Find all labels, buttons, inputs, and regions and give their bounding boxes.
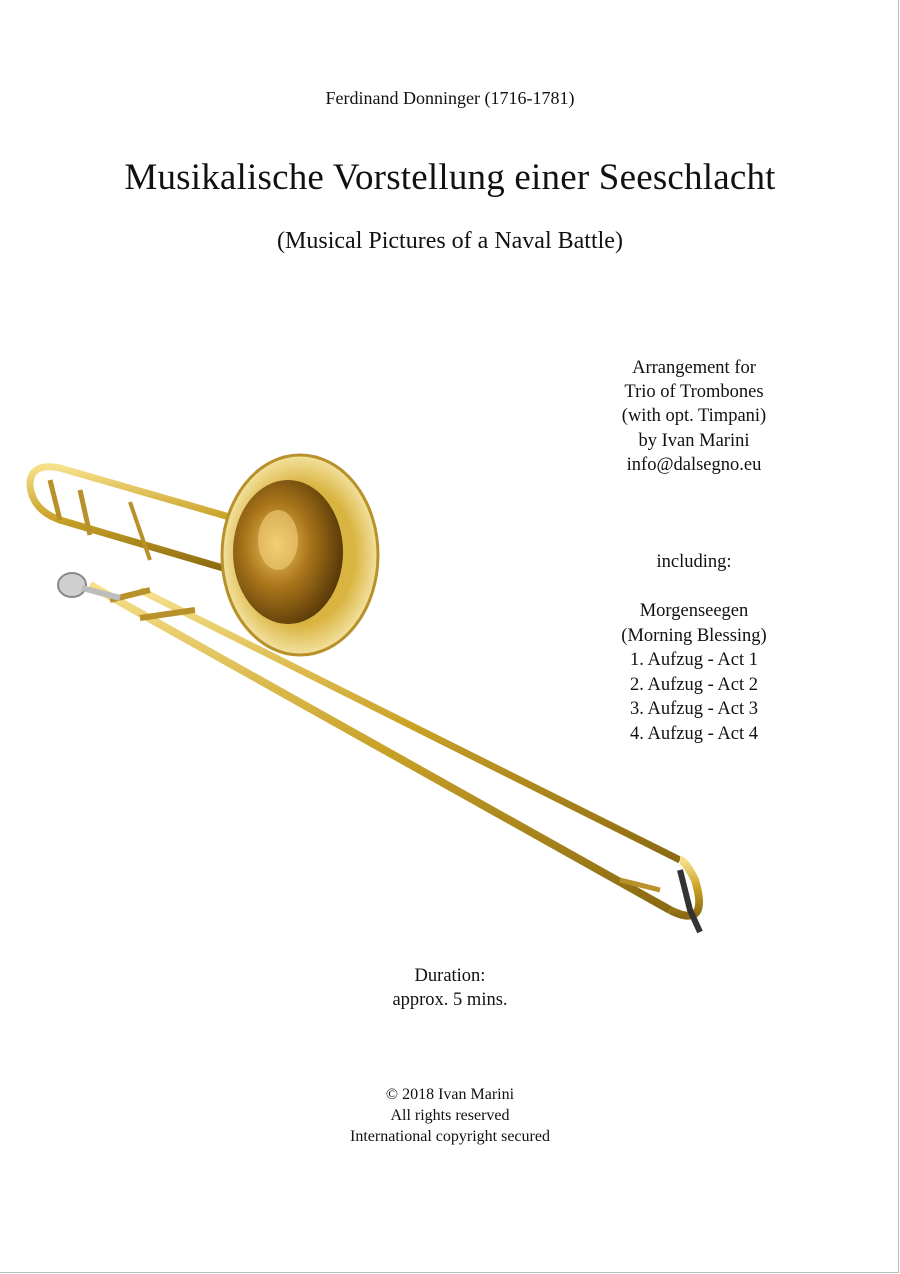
arrangement-line: Arrangement for (632, 358, 756, 378)
arrangement-line: (with opt. Timpani) (621, 406, 767, 427)
contents-item: 3. Aufzug - Act 3 (630, 699, 758, 719)
arrangement-line: Trio of Trombones (624, 382, 764, 403)
duration-block (300, 964, 600, 1012)
copyright-block (300, 1084, 600, 1147)
page-subtitle: (Musical Pictures of a Naval Battle) (277, 228, 623, 254)
duration-label: Duration: (414, 966, 486, 986)
copyright-line: International copyright secured (350, 1128, 550, 1145)
contents-item: (Morning Blessing) (621, 625, 767, 646)
arrangement-line: by Ivan Marini (638, 430, 750, 451)
trombone-image (20, 440, 720, 960)
contents-item: 1. Aufzug - Act 1 (630, 650, 758, 670)
duration-value: approx. 5 mins. (392, 990, 508, 1010)
page-title: Musikalische Vorstellung einer Seeschlacht (124, 157, 776, 198)
contact-email: info@dalsegno.eu (626, 454, 762, 475)
contents-heading: including: (656, 552, 732, 572)
contents-item: Morgenseegen (639, 601, 749, 621)
composer-name: Ferdinand Donninger (1716-1781) (325, 88, 575, 108)
contents-item: 4. Aufzug - Act 4 (630, 723, 758, 744)
copyright-line: All rights reserved (390, 1107, 510, 1124)
contents-item: 2. Aufzug - Act 2 (630, 674, 758, 695)
copyright-line: © 2018 Ivan Marini (385, 1086, 515, 1103)
